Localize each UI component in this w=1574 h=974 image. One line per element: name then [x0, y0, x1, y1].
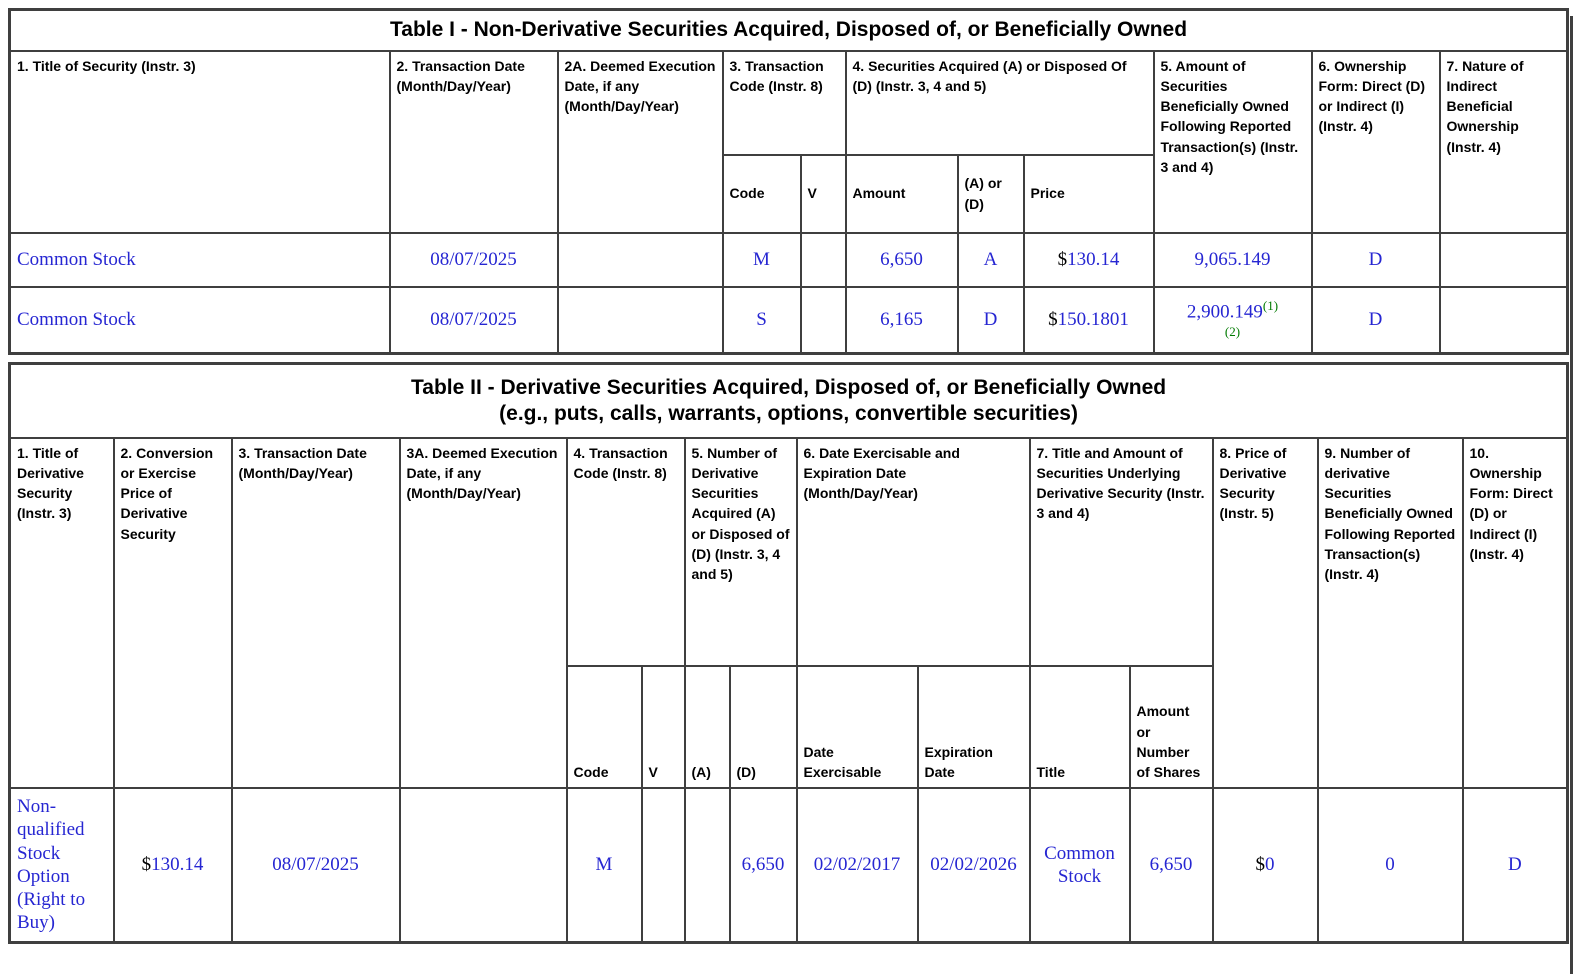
- cell-ownership-form: D: [1312, 287, 1440, 354]
- cell-transaction-date: 08/07/2025: [232, 788, 400, 943]
- price-value: 150.1801: [1057, 309, 1129, 331]
- price-value: 0: [1265, 854, 1275, 876]
- cell-code: M: [723, 233, 801, 287]
- currency-symbol: $: [1255, 854, 1265, 876]
- cell-security-title: Common Stock: [10, 287, 390, 354]
- price-value: 130.14: [151, 854, 204, 876]
- th-nature-indirect-ownership: 7. Nature of Indirect Beneficial Ownership (Instr. 4): [1440, 51, 1568, 233]
- th-transaction-date: 2. Transaction Date (Month/Day/Year): [390, 51, 558, 233]
- cell-nature-indirect: [1440, 233, 1568, 287]
- cell-transaction-date: 08/07/2025: [390, 287, 558, 354]
- cell-a-or-d: D: [958, 287, 1024, 354]
- th-ownership-form: 10. Ownership Form: Direct (D) or Indirect (I) (Instr. 4): [1463, 438, 1568, 788]
- table-ii-derivative: [8, 362, 1569, 944]
- owned-following-value: 2,900.149: [1186, 301, 1263, 323]
- th-date-exercisable-expiration-group: 6. Date Exercisable and Expiration Date (Month/Day/Year): [797, 438, 1030, 666]
- currency-symbol: $: [141, 854, 152, 876]
- cell-ownership-form: D: [1312, 233, 1440, 287]
- cell-code: S: [723, 287, 801, 354]
- cell-owned-following: 9,065.149: [1154, 233, 1312, 287]
- th-date-exercisable: Date Exercisable: [797, 666, 918, 788]
- th-number-derivative-acquired-group: 5. Number of Derivative Securities Acquired (A) or Disposed of (D) (Instr. 3, 4 and 5): [685, 438, 797, 666]
- th-amount-or-number-of-shares: Amount or Number of Shares: [1130, 666, 1213, 788]
- th-transaction-code-group: 3. Transaction Code (Instr. 8): [723, 51, 846, 155]
- cell-derivative-price: [1213, 788, 1318, 943]
- th-price-derivative: 8. Price of Derivative Security (Instr. 5): [1213, 438, 1318, 788]
- th-price: Price: [1024, 155, 1154, 233]
- cell-security-title: Common Stock: [10, 233, 390, 287]
- th-title-of-security: 1. Title of Security (Instr. 3): [10, 51, 390, 233]
- table-i-non-derivative: [8, 8, 1569, 355]
- cell-nature-indirect: [1440, 287, 1568, 354]
- currency-symbol: $: [1048, 309, 1058, 331]
- cell-ownership-form: D: [1463, 788, 1568, 943]
- cell-a-or-d: A: [958, 233, 1024, 287]
- currency-symbol: $: [1057, 248, 1068, 270]
- cell-v: [801, 233, 846, 287]
- price-value: 130.14: [1067, 248, 1120, 270]
- cell-disposed-d: 6,650: [730, 788, 797, 943]
- th-code: Code: [723, 155, 801, 233]
- th-deemed-execution-date: 2A. Deemed Execution Date, if any (Month/Day/Year): [558, 51, 723, 233]
- th-v: V: [642, 666, 685, 788]
- table-row: [10, 788, 1568, 943]
- cell-deemed-execution-date: [400, 788, 567, 943]
- th-transaction-date: 3. Transaction Date (Month/Day/Year): [232, 438, 400, 788]
- footnote-ref-2: (2): [1224, 324, 1241, 340]
- table-ii-title-line1: Table II - Derivative Securities Acquired, Disposed of, or Beneficially Owned: [411, 375, 1167, 399]
- th-expiration-date: Expiration Date: [918, 666, 1030, 788]
- table-row: [10, 287, 1568, 354]
- th-amount: Amount: [846, 155, 958, 233]
- th-amount-owned-following: 5. Amount of Securities Beneficially Owned Following Reported Transaction(s) (Instr. 3 and 4): [1154, 51, 1312, 233]
- cell-owned-following: 0: [1318, 788, 1463, 943]
- cell-underlying-title: Common Stock: [1030, 788, 1130, 943]
- cell-amount: 6,165: [846, 287, 958, 354]
- th-transaction-code-group: 4. Transaction Code (Instr. 8): [567, 438, 685, 666]
- cell-conversion-price: [114, 788, 232, 943]
- cell-price: [1024, 233, 1154, 287]
- th-code: Code: [567, 666, 642, 788]
- th-underlying-securities-group: 7. Title and Amount of Securities Underlying Derivative Security (Instr. 3 and 4): [1030, 438, 1213, 666]
- footnote-ref-1: (1): [1262, 297, 1279, 313]
- cell-underlying-shares: 6,650: [1130, 788, 1213, 943]
- cell-owned-following: [1154, 287, 1312, 354]
- cell-transaction-date: 08/07/2025: [390, 233, 558, 287]
- cell-v: [801, 287, 846, 354]
- cell-v: [642, 788, 685, 943]
- cell-code: M: [567, 788, 642, 943]
- th-underlying-title: Title: [1030, 666, 1130, 788]
- cell-expiration-date: 02/02/2026: [918, 788, 1030, 943]
- table-ii-title: [10, 364, 1568, 438]
- th-d: (D): [730, 666, 797, 788]
- th-ownership-form: 6. Ownership Form: Direct (D) or Indirect (I) (Instr. 4): [1312, 51, 1440, 233]
- th-conversion-exercise-price: 2. Conversion or Exercise Price of Derivative Security: [114, 438, 232, 788]
- table-row: [10, 233, 1568, 287]
- cell-amount: 6,650: [846, 233, 958, 287]
- cropped-outer-border-line: [1570, 16, 1573, 974]
- cell-date-exercisable: 02/02/2017: [797, 788, 918, 943]
- cell-deemed-execution-date: [558, 287, 723, 354]
- th-a: (A): [685, 666, 730, 788]
- cell-acquired-a: [685, 788, 730, 943]
- th-derivative-title: 1. Title of Derivative Security (Instr. 3): [10, 438, 114, 788]
- th-v: V: [801, 155, 846, 233]
- th-number-owned-following: 9. Number of derivative Securities Beneficially Owned Following Reported Transaction(s) (Instr. 4): [1318, 438, 1463, 788]
- cell-price: [1024, 287, 1154, 354]
- table-ii-title-line2: (e.g., puts, calls, warrants, options, convertible securities): [499, 401, 1078, 425]
- th-a-or-d: (A) or (D): [958, 155, 1024, 233]
- th-securities-acquired-disposed-group: 4. Securities Acquired (A) or Disposed Of (D) (Instr. 3, 4 and 5): [846, 51, 1154, 155]
- cell-derivative-title: Non-qualified Stock Option (Right to Buy): [10, 788, 114, 943]
- form4-page: [0, 8, 1574, 974]
- cell-deemed-execution-date: [558, 233, 723, 287]
- th-deemed-execution-date: 3A. Deemed Execution Date, if any (Month/Day/Year): [400, 438, 567, 788]
- table-i-title: Table I - Non-Derivative Securities Acquired, Disposed of, or Beneficially Owned: [10, 10, 1568, 51]
